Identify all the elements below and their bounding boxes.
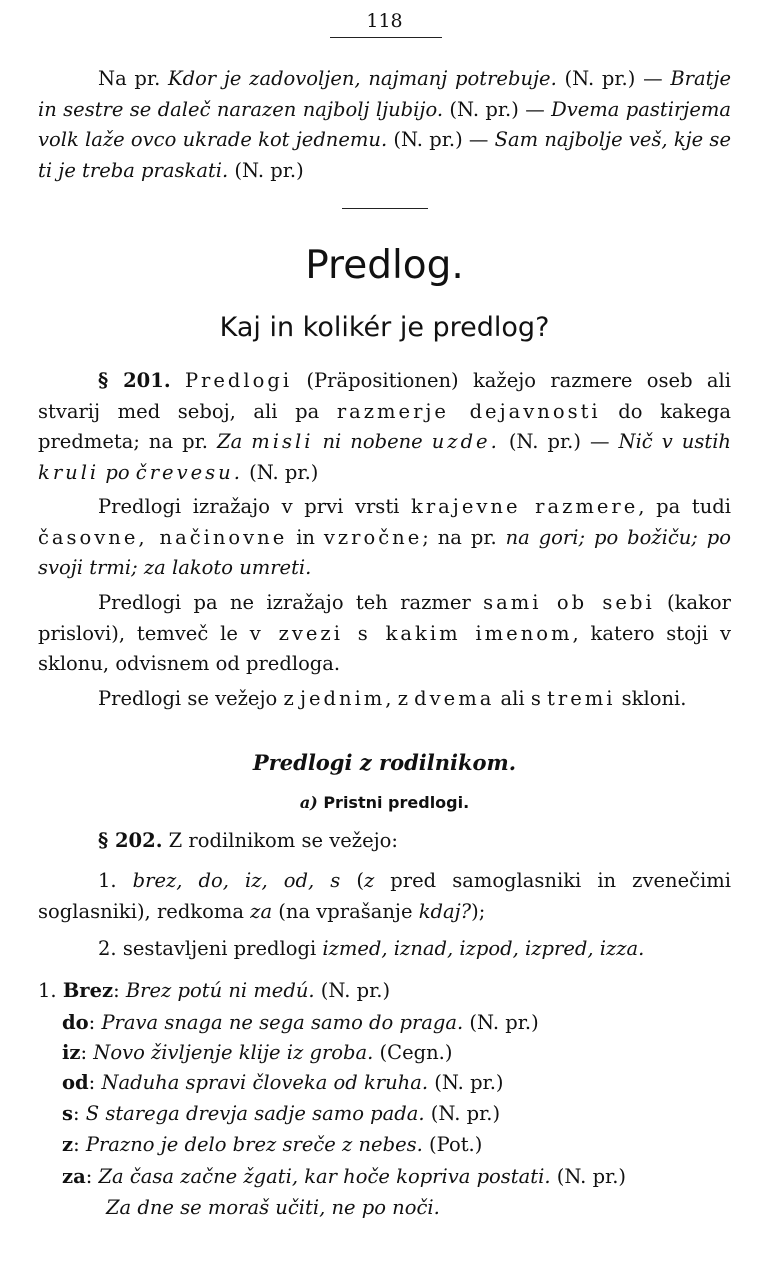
- example-line: [62, 1008, 539, 1039]
- example-201-2b: kruli: [38, 460, 100, 484]
- example-sentence: Brez potú ni medú.: [125, 979, 315, 1002]
- proverb-3: Dvema pastirjema volk laže ovco ukrade kot jednemu.: [38, 97, 731, 151]
- text-sami-b: (kakor prislovi), temveč le: [38, 591, 731, 645]
- list-item-1: [38, 866, 731, 927]
- text-sami-a: Predlogi pa ne izražajo teh razmer: [98, 591, 484, 614]
- example-source: (N. pr.): [463, 1011, 539, 1034]
- example-source: (N. pr.): [424, 1102, 501, 1125]
- spaced-tremi: tremi: [547, 687, 616, 710]
- item-1-kdaj: kdaj?: [418, 899, 472, 923]
- item-1-text-d: );: [471, 899, 486, 923]
- example-sentence: Prazno je delo brez sreče z nebes.: [85, 1133, 423, 1156]
- example-201-2a: Nič v ustih: [618, 430, 731, 453]
- text-vez-c: ali s: [494, 687, 548, 710]
- example-source: (N. pr.): [550, 1165, 627, 1188]
- item-1-number: 1.: [98, 869, 133, 892]
- item-2-number: 2.: [98, 937, 123, 960]
- example-source: (Cegn.): [373, 1041, 453, 1064]
- example-word: od: [62, 1071, 89, 1094]
- example-201-1b: misli: [251, 430, 314, 453]
- item-1-z: z: [363, 869, 375, 892]
- source-1: (N. pr.) —: [556, 67, 671, 90]
- list-item-2: [38, 934, 731, 965]
- proverb-4: Sam najbolje veš, kje se ti je treba praskati.: [38, 128, 731, 182]
- example-krajevne: na gori; po božiču; po svoji trmi; za lakoto umreti.: [38, 525, 731, 579]
- example-colon: :: [88, 1011, 102, 1034]
- source-4: (N. pr.): [228, 158, 304, 182]
- example-colon: :: [85, 1165, 99, 1188]
- example-sentence: Za časa začne žgati, kar hoče kopriva postati.: [98, 1165, 551, 1188]
- example-source: (N. pr.): [314, 979, 391, 1002]
- paragraph-sami: [38, 588, 731, 680]
- example-sentence: Novo življenje klije iz groba.: [93, 1041, 374, 1064]
- item-2-words: izmed, iznad, izpod, izpred, izza.: [322, 937, 645, 960]
- text-kr-d: ; na pr.: [422, 525, 506, 549]
- item-1-text-c: (na vprašanje: [272, 899, 419, 923]
- text-kr-b: , pa tudi: [638, 495, 731, 518]
- example-source: (N. pr.): [428, 1071, 504, 1094]
- example-colon: :: [72, 1102, 86, 1125]
- text-202: Z rodilnikom se vežejo:: [162, 829, 398, 852]
- text-kr-c: in: [287, 525, 324, 549]
- page-number: 118: [366, 10, 403, 32]
- example-colon: :: [113, 979, 126, 1002]
- spaced-casovne: časovne, načinovne: [38, 525, 288, 549]
- text-201-b: do kakega predmeta; na pr.: [38, 399, 731, 453]
- chapter-subtitle: Kaj in kolikér je predlog?: [219, 312, 550, 343]
- page-number-rule: [330, 37, 442, 38]
- spaced-dvema: dvema: [414, 687, 495, 710]
- example-sentence: Naduha spravi človeka od kruha.: [101, 1071, 429, 1094]
- chapter-title: Predlog.: [305, 243, 464, 288]
- example-number: 1.: [38, 979, 63, 1002]
- example-word: za: [62, 1165, 86, 1188]
- heading-rodilnik: Predlogi z rodilnikom.: [252, 750, 517, 775]
- example-sentence: Prava snaga ne sega samo do praga.: [101, 1011, 464, 1034]
- item-2-text: sestavljeni predlogi: [122, 937, 323, 960]
- spaced-vzrocne: vzročne: [323, 525, 423, 549]
- example-continuation: Za dne se moraš učiti, ne po noči.: [106, 1196, 440, 1219]
- spaced-razmerje: razmerje dejavnosti: [336, 399, 601, 423]
- spaced-jednim: jednim: [299, 687, 386, 710]
- text-201-c: (N. pr.) —: [499, 430, 619, 453]
- section-divider: [342, 208, 428, 209]
- spaced-zvezi: v zvezi s kakim imenom: [249, 621, 573, 645]
- source-2: (N. pr.) —: [443, 97, 552, 121]
- paragraph-vezejo: [38, 684, 731, 715]
- text-sami-c: , katero stoji v sklonu, odvisnem od predloga.: [38, 621, 731, 675]
- text-201-a: (Präpositionen) kažejo razmere oseb ali stvarij med seboj, ali pa: [38, 369, 731, 423]
- section-202-mark: § 202.: [98, 829, 163, 852]
- text-vez-a: Predlogi se vežejo z: [98, 687, 300, 710]
- example-colon: :: [88, 1071, 102, 1094]
- example-201-1d: uzde.: [431, 430, 500, 453]
- example-source: (Pot.): [422, 1133, 483, 1156]
- paragraph-202: [38, 826, 731, 857]
- paragraph-201: [38, 366, 731, 488]
- spaced-sami: sami ob sebi: [483, 591, 655, 614]
- paragraph-krajevne: [38, 492, 731, 584]
- example-201-1a: Za: [217, 430, 252, 453]
- example-colon: :: [73, 1133, 86, 1156]
- example-word: s: [62, 1102, 73, 1125]
- source-3: (N. pr.) —: [387, 128, 495, 151]
- item-1-words: brez, do, iz, od, s: [132, 869, 341, 892]
- proverb-1: Kdor je zadovoljen, najmanj potrebuje.: [168, 67, 557, 90]
- section-201-mark: § 201.: [98, 369, 171, 392]
- example-word: iz: [62, 1041, 81, 1064]
- text-vez-d: skloni.: [615, 687, 687, 710]
- example-line: [62, 1099, 500, 1130]
- example-201-1c: ni nobene: [313, 430, 432, 453]
- item-1-text-a: (: [340, 869, 364, 892]
- subheading-pristni: [0, 788, 769, 819]
- item-1-za: za: [250, 899, 273, 923]
- proverbs-paragraph: [38, 64, 731, 186]
- example-word: do: [62, 1011, 89, 1034]
- example-line: [62, 1162, 626, 1193]
- example-line: [62, 1130, 482, 1161]
- example-word: z: [62, 1133, 74, 1156]
- text-vez-b: , z: [385, 687, 415, 710]
- example-line: [62, 1068, 504, 1099]
- lead-text: Na pr.: [98, 67, 161, 90]
- subheading-text: Pristni predlogi.: [317, 793, 470, 812]
- example-201-2c: po: [99, 460, 136, 484]
- spaced-predlogi: Predlogi: [184, 369, 293, 392]
- example-line: [62, 1038, 452, 1069]
- text-kr-a: Predlogi izražajo v prvi vrsti: [98, 495, 412, 518]
- example-word: Brez: [62, 979, 114, 1002]
- proverb-2: Bratje in sestre se daleč narazen najbolj ljubijo.: [38, 67, 732, 121]
- subheading-letter: a): [299, 793, 318, 812]
- example-line: [38, 976, 390, 1007]
- example-sentence: S starega drevja sadje samo pada.: [85, 1102, 425, 1125]
- spaced-krajevne: krajevne razmere: [411, 495, 639, 518]
- item-1-text-b: pred samoglasniki in zvenečimi soglasniki), redkoma: [38, 869, 731, 923]
- example-201-2d: črevesu.: [135, 460, 243, 484]
- text-201-d: (N. pr.): [242, 460, 319, 484]
- example-colon: :: [80, 1041, 94, 1064]
